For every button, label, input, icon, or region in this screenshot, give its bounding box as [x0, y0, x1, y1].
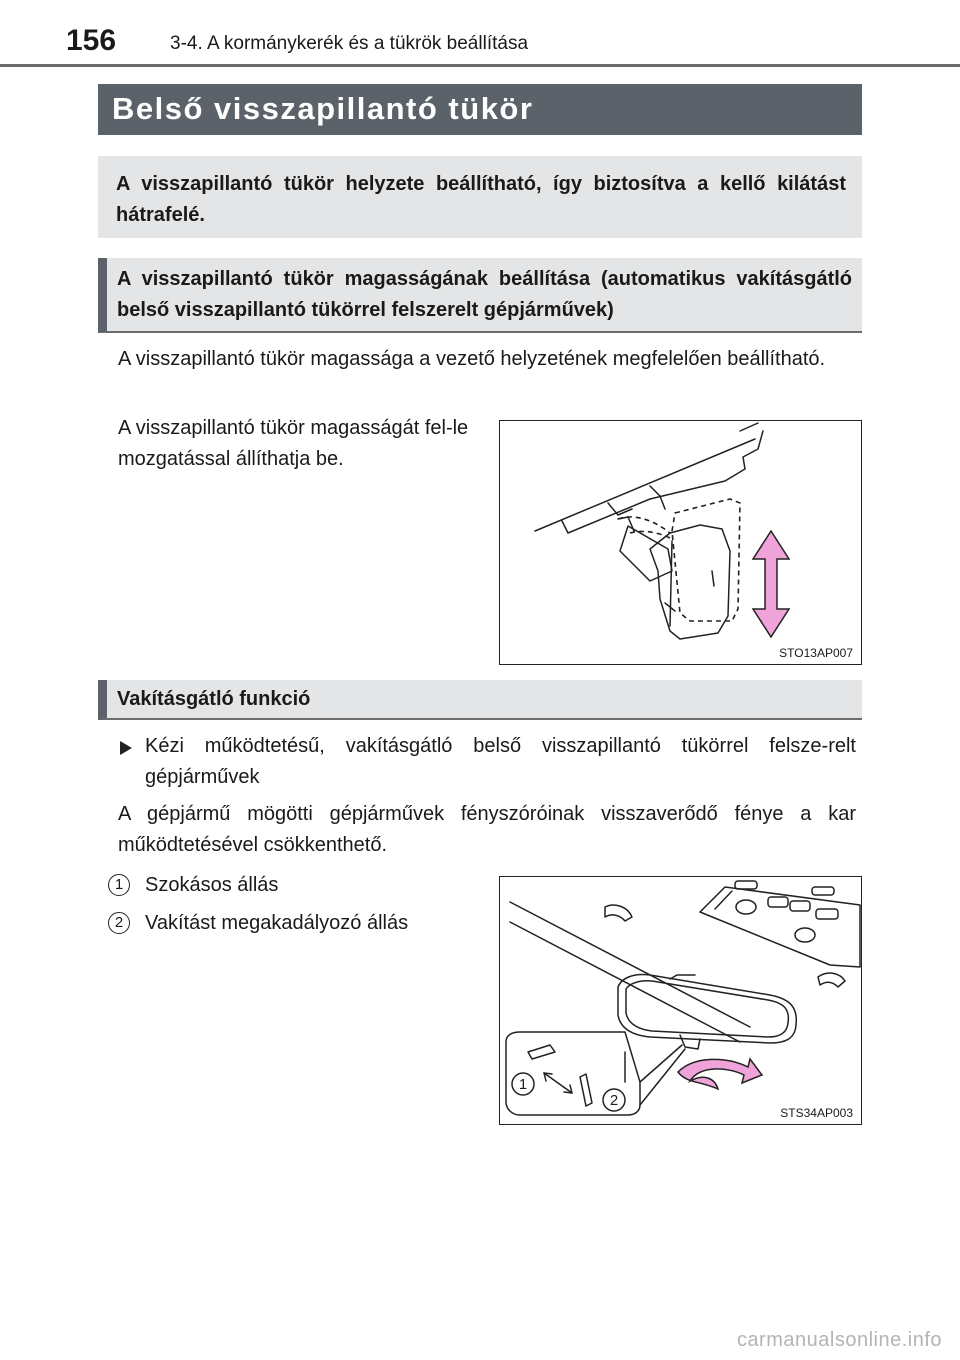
callout-1: 1 — [518, 1076, 528, 1093]
watermark: carmanualsonline.info — [736, 1329, 942, 1351]
page-title-bar — [98, 84, 862, 135]
legend-label-1: Szokásos állás — [145, 874, 279, 896]
section-heading-antiglare-text: Vakításgátló funkció — [117, 688, 311, 710]
antiglare-lever-illustration — [500, 877, 862, 1125]
bullet-triangle-icon — [119, 740, 133, 756]
legend-label-2: Vakítást megakadályozó állás — [145, 912, 409, 934]
callout-2: 2 — [609, 1092, 619, 1109]
page-number: 156 — [66, 24, 117, 57]
legend-number-1: 1 — [108, 874, 130, 896]
figure-antiglare-lever — [499, 876, 862, 1125]
legend-number-2: 2 — [108, 912, 130, 934]
intro-text: A visszapillantó tükör helyzete beállítható, így biztosítva a kellő kilátást hátrafelé. — [116, 173, 846, 226]
intro-box — [98, 156, 862, 238]
figure-mirror-height — [499, 420, 862, 665]
mirror-height-illustration — [500, 421, 862, 665]
up-down-arrow — [753, 531, 789, 637]
lever-direction-arrow — [678, 1059, 762, 1089]
section-heading-height — [98, 258, 862, 333]
bullet-text: Kézi működtetésű, vakításgátló belső visszapillantó tükörrel felsze-relt gépjárművek — [145, 735, 856, 788]
figure-code: STS34AP003 — [780, 1106, 853, 1120]
running-header: 3-4. A kormánykerék és a tükrök beállítása — [170, 33, 529, 54]
height-instruction: A visszapillantó tükör magasságát fel-le mozgatással állíthatja be. — [118, 417, 469, 470]
antiglare-paragraph: A gépjármű mögötti gépjárművek fényszóróinak visszaverődő fénye a kar működtetésével csökkenthető. — [118, 803, 856, 856]
height-paragraph: A visszapillantó tükör magassága a vezető helyzetének megfelelően beállítható. — [118, 348, 826, 370]
section-heading-height-text: A visszapillantó tükör magasságának beállítása (automatikus vakításgátló belső visszapillantó tükörrel felszerelt gépjárművek) — [117, 268, 852, 321]
header-rule — [0, 64, 960, 67]
section-heading-antiglare — [98, 680, 862, 720]
figure-code: STO13AP007 — [779, 646, 853, 660]
page-title: Belső visszapillantó tükör — [112, 91, 534, 126]
